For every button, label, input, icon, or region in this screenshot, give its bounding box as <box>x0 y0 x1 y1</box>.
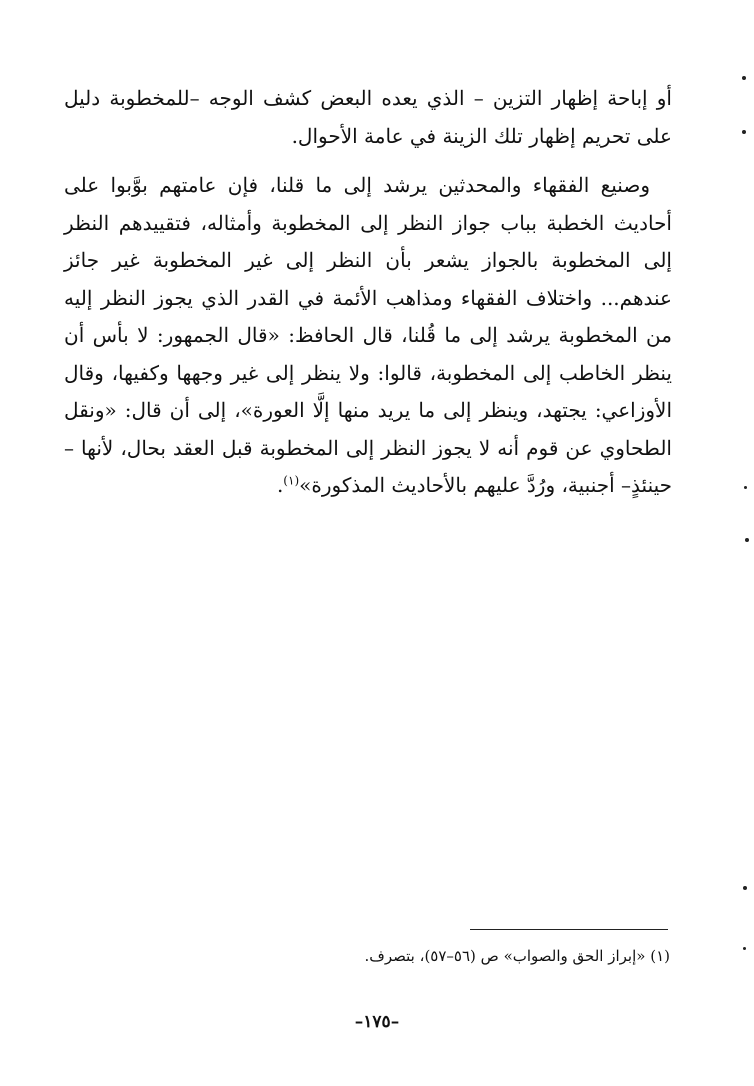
scan-speck <box>743 886 747 890</box>
scan-speck <box>745 538 749 542</box>
footnote-separator <box>470 929 668 930</box>
scan-speck <box>743 947 746 950</box>
footnote-reference: (١) <box>283 473 300 488</box>
scan-speck <box>742 76 746 80</box>
paragraph-2-text: وصنيع الفقهاء والمحدثين يرشد إلى ما قلنا، فإن عامتهم بوَّبوا على أحاديث الخطبة بباب جواز النظر إلى المخطوبة وأمثاله، فتقييدهم النظر إلى المخطوبة بالجواز يشعر بأن النظر إلى غير المخطوبة غير جائز عندهم... واختلاف الفقهاء ومذاهب الأئمة في القدر الذي يجوز النظر إليه من المخطوبة يرشد إلى ما قُلنا، قال الحافظ: «قال الجمهور: لا بأس أن ينظر الخاطب إلى المخطوبة، قالوا: ولا ينظر إلى غير وجهها وكفيها، وقال الأوزاعي: يجتهد، وينظر إلى ما يريد منها إلَّا العورة»، إلى أن قال: «ونقل الطحاوي عن قوم أنه لا يجوز النظر إلى المخطوبة قبل العقد بحال، لأنها – حينئذٍ– أجنبية، ورُدَّ عليهم بالأحاديث المذكورة» <box>64 173 672 497</box>
scan-speck <box>744 486 747 489</box>
footnote-1: (١) «إبراز الحق والصواب» ص (٥٦–٥٧)، بتصرف. <box>364 947 670 965</box>
page-number: –١٧٥– <box>354 1012 400 1032</box>
paragraph-1: أو إباحة إظهار التزين – الذي يعده البعض كشف الوجه –للمخطوبة دليل على تحريم إظهار تلك الزينة في عامة الأحوال. <box>64 86 672 148</box>
paragraph-2-end: . <box>276 473 284 497</box>
paragraph-2 <box>64 167 672 505</box>
scan-speck <box>742 130 746 134</box>
